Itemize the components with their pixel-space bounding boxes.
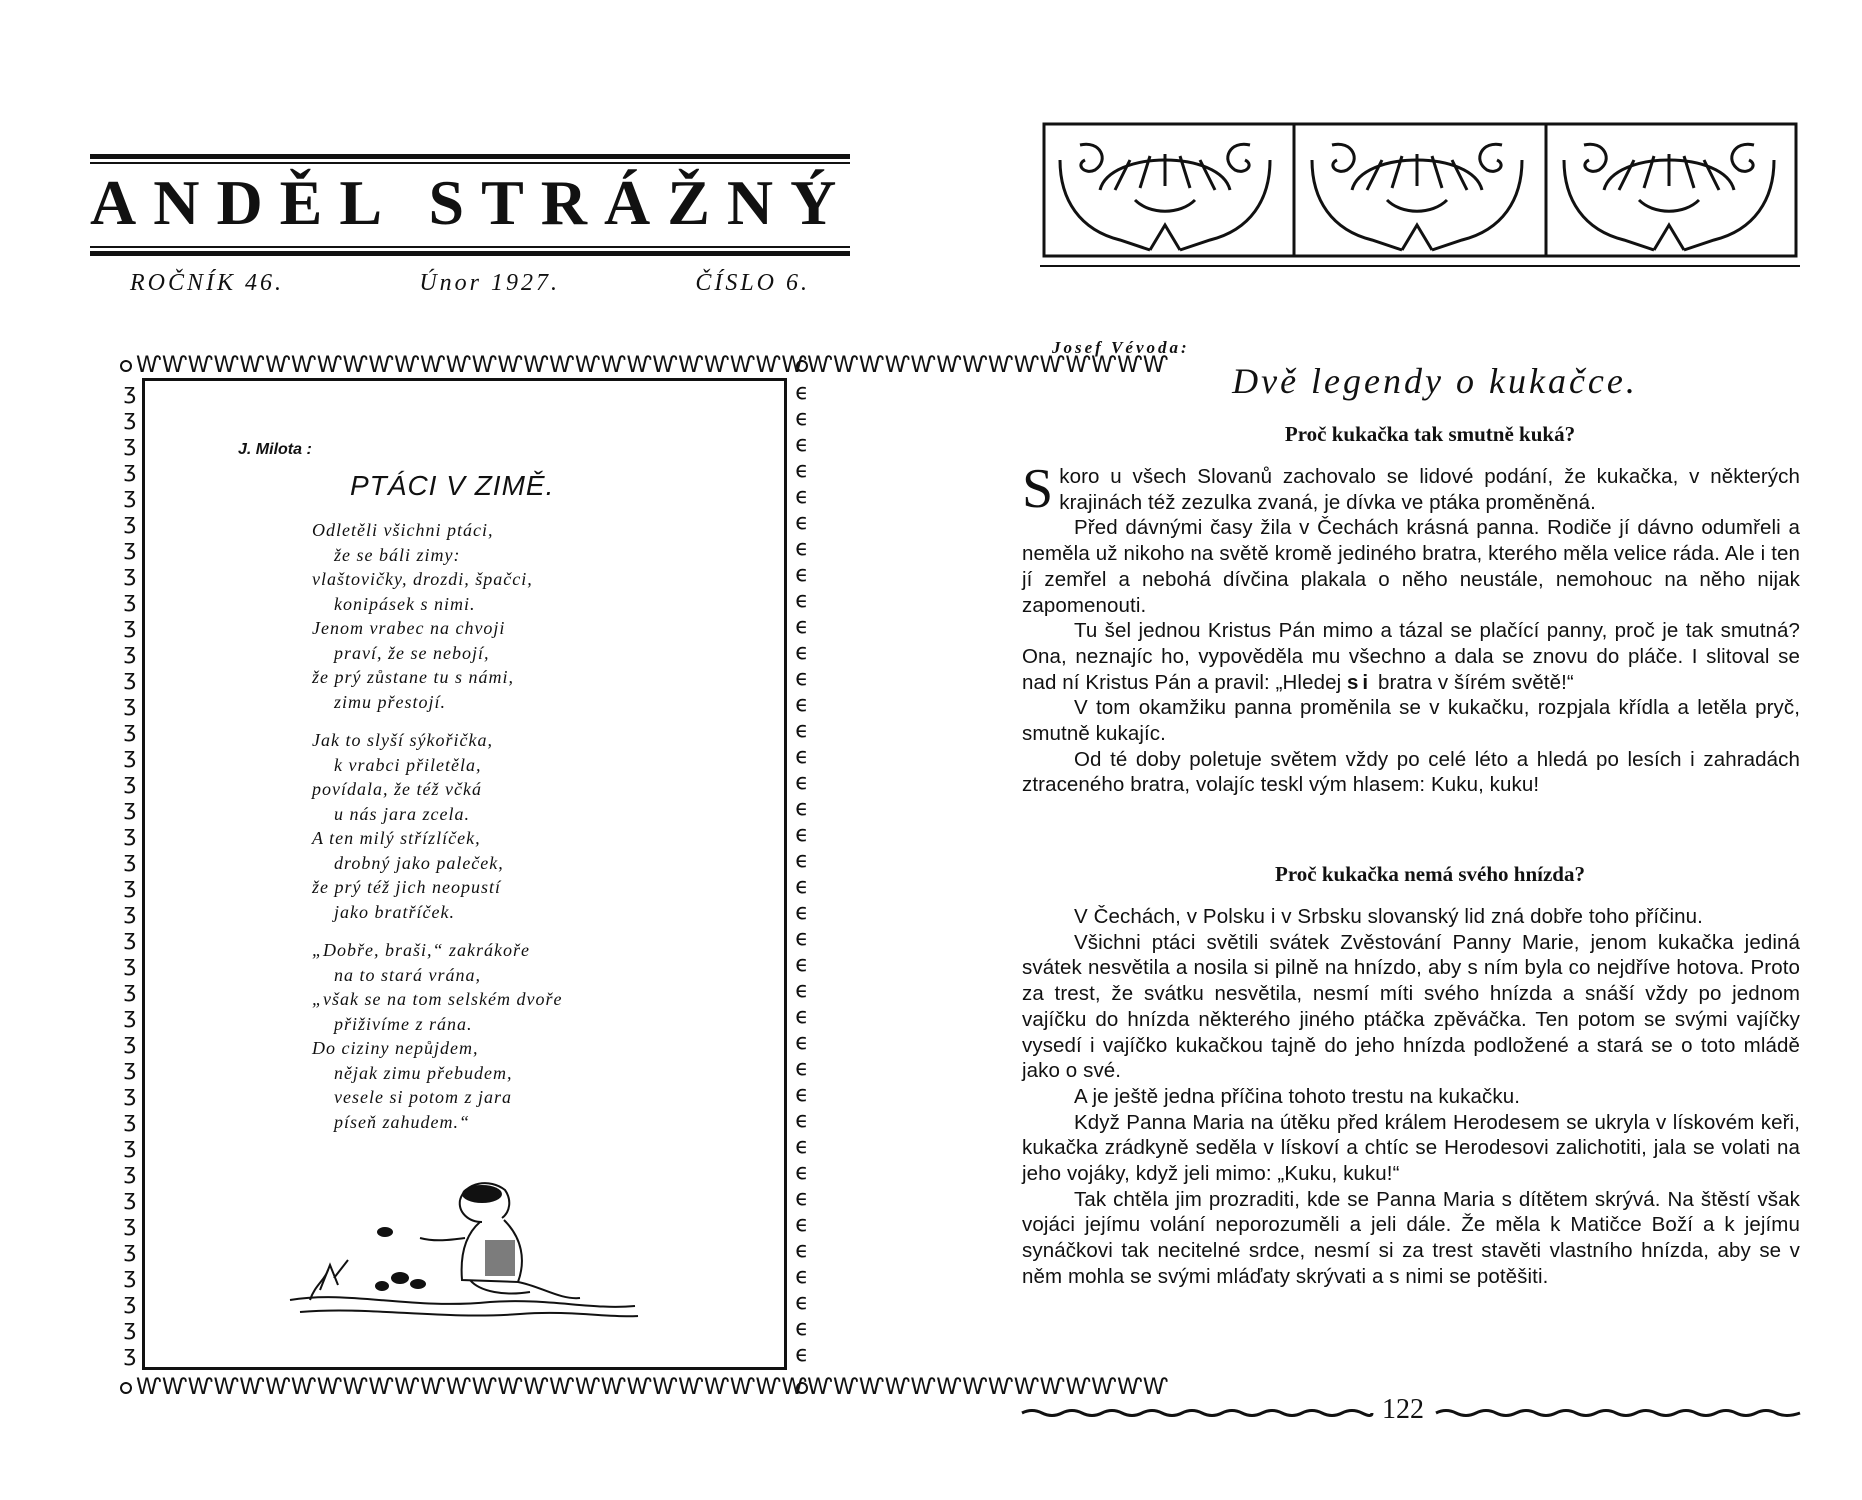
masthead-top-rule-thin [90,162,850,164]
masthead-bottom-rule-thin [90,246,850,248]
poem-line: jako bratříček. [334,901,455,922]
drop-cap: S [1022,458,1054,520]
poem-line: k vrabci přiletěla, [334,754,482,775]
poem-stanza-3 [312,938,692,1134]
poem-line: „však se na tom selském dvoře [312,989,563,1009]
paragraph: A je ještě jedna příčina tohoto trestu na kukačku. [1074,1084,1521,1108]
masthead-title: ANDĚL STRÁŽNÝ [90,167,854,238]
poem-stanza-2 [312,728,692,924]
poem-line: A ten milý střízlíček, [312,828,481,848]
poem-line: povídala, že též včká [312,779,482,799]
section-2-heading: Proč kukačka nemá svého hnízda? [1275,862,1585,886]
first-paragraph-text: koro u všech Slovanů zachovalo se lidové podání, že kukačka, v některých krajinách též zezulka zvaná, je dívka ve ptáka proměněná. [1059,465,1800,514]
poem-line: vesele si potom z jara [334,1087,512,1107]
paragraph: V tom okamžiku panna proměnila se v kukačku, rozpjala křídla a letěla pryč, smutně kukajíc. [1022,696,1800,746]
fan-motif-group [1060,144,1774,250]
paragraph [1022,458,1800,520]
frame-ornament-top: ⱲⱲⱲⱲⱲⱲⱲⱲⱲⱲⱲⱲⱲⱲⱲⱲⱲⱲⱲⱲⱲⱲⱲⱲⱲⱲⱲⱲⱲⱲⱲⱲⱲⱲⱲⱲⱲⱲⱲⱲ [136,353,1169,378]
article-title: Dvě legendy o kukačce. [1232,361,1638,401]
corner-circle-tl [120,360,132,372]
footer-wave-left [1022,1406,1372,1420]
poem-line: praví, že se nebojí, [334,642,490,663]
paragraph: Když Panna Maria na útěku před králem Herodesem se ukryla v lískovém keři, kukačka zrádkyně seděla v lískoví a chtíc se Herodesovi zalichotiti, jala se volati na jeho vojáky, když jeli mimo: „Kuku, kuku!“ [1022,1110,1800,1186]
poem-line: Odletěli všichni ptáci, [312,520,494,540]
poem-author: J. Milota : [238,441,312,458]
art-nouveau-header-ornament [1040,120,1800,270]
poem-line: vlaštovičky, drozdi, špačci, [312,569,533,589]
paragraph: Od té doby poletuje světem vždy po celé léto a hledá po lesích i zahradách ztraceného bratra, volajíc teskl vým hlasem: Kuku, kuku! [1022,747,1800,797]
article-author: Josef Vévoda: [1052,338,1190,357]
poem-line: přiživíme z rána. [334,1013,473,1034]
poem-line: na to stará vrána, [334,964,482,985]
paragraph [1022,618,1800,695]
issue-number-label: ČÍSLO 6. [695,270,810,296]
masthead-top-rule-thick [90,154,850,159]
poem-title: PTÁCI V ZIMĚ. [350,470,555,501]
poem-line: drobný jako paleček, [334,852,504,873]
poem-line: Jak to slyší sýkořička, [312,730,493,750]
spaced-emphasis: si [1347,670,1373,694]
frame-ornament-left: ʒ ʒ ʒ ʒ ʒ ʒ ʒ ʒ ʒ ʒ ʒ ʒ ʒ ʒ ʒ ʒ ʒ ʒ ʒ ʒ ʒ ʒ ʒ ʒ ʒ ʒ ʒ ʒ ʒ ʒ ʒ ʒ ʒ ʒ ʒ ʒ ʒ ʒ [123,380,137,1367]
paragraph-tail: bratra v šírém světě!“ [1377,670,1574,694]
poem-line: že se báli zimy: [334,544,461,565]
masthead-bottom-rule-thick [90,251,850,256]
poem-line: u nás jara zcela. [334,803,470,824]
paragraph: Tak chtěla jim prozraditi, kde se Panna Maria s dítětem skrývá. Na štěstí však vojáci jejímu volání neporozuměli a jeli dále. Že měla k Matičce Boží a k jejímu synáčkovi tak necitelné srdce, nesmí si za trest stavěti vlastního hnízda, aby se v něm mohla se svými mláďaty skrývati a s nimi se potěšiti. [1022,1187,1800,1288]
frame-ornament-right: ϵ ϵ ϵ ϵ ϵ ϵ ϵ ϵ ϵ ϵ ϵ ϵ ϵ ϵ ϵ ϵ ϵ ϵ ϵ ϵ ϵ ϵ ϵ ϵ ϵ ϵ ϵ ϵ ϵ ϵ ϵ ϵ ϵ ϵ ϵ ϵ ϵ ϵ [795,380,809,1367]
poem-line: že prý zůstane tu s námi, [312,667,514,687]
issue-line [130,270,810,297]
poem-stanza-1 [312,518,692,714]
child-feeding-birds-illustration [290,1160,640,1325]
poem-line: nějak zimu přebudem, [334,1062,513,1083]
page-number: 122 [1382,1394,1424,1425]
poem-line: píseň zahudem.“ [334,1111,470,1132]
footer-wave-right [1436,1406,1800,1420]
poem-line: zimu přestojí. [334,691,447,712]
poem-line: „Dobře, braši,“ zakrákoře [312,940,531,960]
paragraph: Před dávnými časy žila v Čechách krásná panna. Rodiče jí dávno odumřeli a neměla už nikoho na světě kromě jediného bratra, kterého měla velice ráda. Ale i ten jí zemřel a nebohá dívčina plakala o něho neustále, nemohouc na něho nijak zapomenouti. [1022,516,1800,617]
poem-line: Jenom vrabec na chvoji [312,618,506,638]
section-2-body [1022,904,1800,1290]
section-1-heading: Proč kukačka tak smutně kuká? [1284,422,1576,446]
section-1-body [1022,458,1800,798]
poem-line: Do ciziny nepůjdem, [312,1038,479,1058]
poem-line: že prý též jich neopustí [312,877,501,897]
paragraph: V Čechách, v Polsku i v Srbsku slovanský lid zná dobře toho příčinu. [1074,905,1703,928]
volume-label: ROČNÍK 46. [130,270,285,296]
corner-circle-bl [120,1382,132,1394]
poem-line: konipásek s nimi. [334,593,476,614]
date-label: Únor 1927. [419,270,560,296]
paragraph: Všichni ptáci světili svátek Zvěstování Panny Marie, jenom kukačka jediná svátek nesvětila a nosila si pilně na hnízdo, aby s ním byla co nejdříve hotova. Proto za trest, že svátku nesvětila, nesmí míti svého hnízda a snáší vždy po jednom vajíčku do hnízda některého jiného ptáčka zpěváčka. Ten potom se svými vajíčky vysedí i vajíčko kukačkou tajně do jeho hnízda podložené a stará se o toto mládě jako o své. [1022,930,1800,1083]
paragraph-text: Tu šel jednou Kristus Pán mimo a tázal se plačící panny, proč je tak smutná? Ona, neznajíc ho, vypověděla mu všechno a dala se znovu do pláče. I slitoval se nad ní Kristus Pán a pravil: „Hledej [1022,619,1800,694]
frame-ornament-bottom: ⱲⱲⱲⱲⱲⱲⱲⱲⱲⱲⱲⱲⱲⱲⱲⱲⱲⱲⱲⱲⱲⱲⱲⱲⱲⱲⱲⱲⱲⱲⱲⱲⱲⱲⱲⱲⱲⱲⱲⱲ [136,1375,1169,1400]
